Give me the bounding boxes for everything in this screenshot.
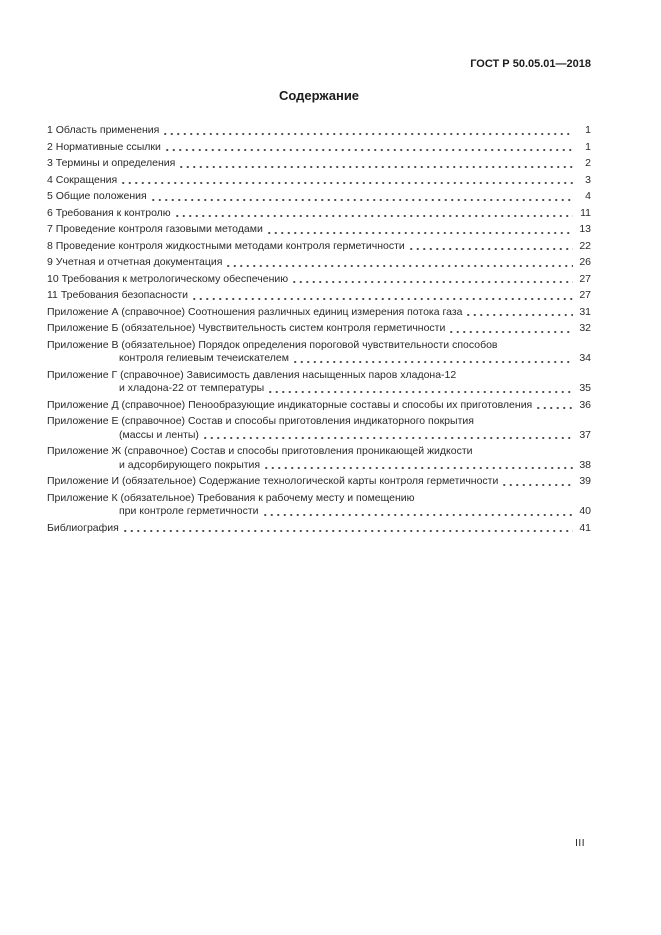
toc-line (47, 339, 591, 353)
toc-line (47, 352, 591, 366)
toc-entry (47, 399, 591, 413)
toc-entry-text: Приложение Д (справочное) Пенообразующие индикаторные составы и способы их приготовления (47, 398, 533, 411)
toc-leader-dots (119, 522, 576, 536)
page-title: Содержание (278, 88, 360, 103)
toc-leader-dots (117, 174, 576, 188)
toc-entry (47, 190, 591, 204)
toc-line (47, 256, 591, 270)
toc-page-number: 27 (579, 272, 591, 285)
toc-entry (47, 256, 591, 270)
toc-entry (47, 124, 591, 138)
toc-entry (47, 369, 591, 396)
toc-page-number: 1 (585, 140, 591, 153)
toc-page-number: 38 (579, 458, 591, 471)
toc-entry-text: и хладона-22 от температуры (119, 382, 265, 394)
toc-line (47, 141, 591, 155)
toc-line (47, 399, 591, 413)
toc-entry-text: Приложение В (обязательное) Порядок определения пороговой чувствительности способов (47, 338, 498, 351)
toc-entry-text: 2 Нормативные ссылки (47, 140, 161, 153)
toc-entry-text: Приложение Г (справочное) Зависимость давления насыщенных паров хладона-12 (47, 368, 457, 381)
toc-line (47, 223, 591, 237)
toc-line (47, 382, 591, 396)
toc-entry (47, 207, 591, 221)
toc-entry-text: 7 Проведение контроля газовыми методами (47, 223, 263, 235)
toc-line (47, 190, 591, 204)
toc-entry (47, 492, 591, 519)
toc-leader-dots (259, 505, 577, 519)
toc-line (47, 322, 591, 336)
toc-entry-text: при контроле герметичности (119, 505, 259, 517)
toc-entry (47, 339, 591, 366)
toc-line (47, 445, 591, 459)
toc-page-number: 36 (579, 398, 591, 411)
toc-leader-dots (171, 207, 576, 221)
toc-entry-text: 6 Требования к контролю (47, 206, 171, 219)
toc-entry-text: Приложение Е (справочное) Состав и способы приготовления индикаторного покрытия (47, 415, 474, 427)
toc-leader-dots (498, 475, 576, 489)
toc-line (47, 124, 591, 138)
toc-page-number: 4 (585, 190, 591, 202)
toc-entry (47, 141, 591, 155)
toc-entry-text: Приложение А (справочное) Соотношения различных единиц измерения потока газа (47, 305, 463, 318)
toc-page-number: 26 (579, 256, 591, 268)
toc-line (47, 289, 591, 303)
toc-page-number: 11 (580, 206, 591, 219)
toc-page-number: 41 (579, 521, 591, 534)
toc-leader-dots (264, 382, 576, 396)
toc-leader-dots (188, 289, 576, 303)
toc-page-number: 31 (579, 305, 591, 318)
toc-line (47, 415, 591, 429)
toc-entry-text: и адсорбирующего покрытия (119, 458, 261, 471)
toc-entry-text: Библиография (47, 521, 119, 534)
toc-entry-text: 3 Термины и определения (47, 157, 176, 169)
toc-leader-dots (288, 273, 576, 287)
toc-page-number: 22 (579, 239, 591, 252)
toc-line (47, 505, 591, 519)
toc-entry (47, 322, 591, 336)
toc-entry-text: 4 Сокращения (47, 173, 118, 186)
toc-page-number: 27 (579, 289, 591, 301)
toc-page-number: 37 (579, 428, 591, 441)
toc-page-number: 32 (579, 322, 591, 334)
toc (47, 124, 591, 535)
toc-entry (47, 273, 591, 287)
toc-entry (47, 174, 591, 188)
toc-line (47, 459, 591, 473)
toc-leader-dots (199, 429, 576, 443)
toc-line (47, 492, 591, 506)
toc-entry-text: Приложение И (обязательное) Содержание технологической карты контроля герметичности (47, 475, 499, 487)
toc-page-number: 2 (585, 157, 591, 169)
toc-entry-text: 9 Учетная и отчетная документация (47, 256, 223, 268)
toc-leader-dots (260, 459, 576, 473)
toc-page-number: 40 (579, 505, 591, 517)
toc-entry-text: Приложение Ж (справочное) Состав и способы приготовления проникающей жидкости (47, 445, 473, 457)
toc-entry (47, 223, 591, 237)
toc-entry-text: Приложение Б (обязательное) Чувствительность систем контроля герметичности (47, 322, 446, 334)
toc-entry-text: 5 Общие положения (47, 190, 147, 202)
toc-line (47, 522, 591, 536)
toc-entry-text: (массы и ленты) (119, 428, 199, 441)
toc-line (47, 207, 591, 221)
toc-entry-text: Приложение К (обязательное) Требования к рабочему месту и помещению (47, 491, 415, 504)
toc-leader-dots (405, 240, 576, 254)
toc-leader-dots (161, 141, 576, 155)
toc-line (47, 273, 591, 287)
toc-leader-dots (147, 190, 576, 204)
toc-leader-dots (445, 322, 576, 336)
toc-entry-text: 1 Область применения (47, 124, 160, 136)
doc-code: ГОСТ Р 50.05.01—2018 (470, 58, 591, 70)
toc-leader-dots (159, 124, 576, 138)
toc-page-number: 35 (579, 382, 591, 394)
folio-page-number: III (575, 838, 585, 849)
toc-page-number: 1 (585, 124, 591, 136)
toc-leader-dots (222, 256, 576, 270)
toc-leader-dots (263, 223, 576, 237)
toc-leader-dots (462, 306, 576, 320)
toc-entry (47, 289, 591, 303)
toc-page-number: 3 (585, 173, 591, 186)
toc-line (47, 174, 591, 188)
toc-line (47, 157, 591, 171)
toc-entry (47, 306, 591, 320)
toc-leader-dots (289, 352, 576, 366)
toc-entry (47, 445, 591, 472)
toc-entry-text: 8 Проведение контроля жидкостными методами контроля герметичности (47, 239, 405, 252)
toc-entry-text: 11 Требования безопасности (47, 289, 189, 301)
toc-entry (47, 157, 591, 171)
toc-line (47, 429, 591, 443)
toc-entry (47, 415, 591, 442)
toc-entry-text: 10 Требования к метрологическому обеспечению (47, 272, 289, 285)
toc-page-number: 34 (579, 352, 591, 364)
toc-page-number: 13 (579, 223, 591, 235)
toc-entry (47, 475, 591, 489)
toc-entry (47, 522, 591, 536)
toc-leader-dots (175, 157, 576, 171)
toc-line (47, 240, 591, 254)
toc-line (47, 369, 591, 383)
toc-line (47, 475, 591, 489)
toc-line (47, 306, 591, 320)
toc-leader-dots (532, 399, 576, 413)
toc-entry (47, 240, 591, 254)
toc-entry-text: контроля гелиевым течеискателем (119, 352, 289, 364)
toc-page-number: 39 (579, 475, 591, 487)
